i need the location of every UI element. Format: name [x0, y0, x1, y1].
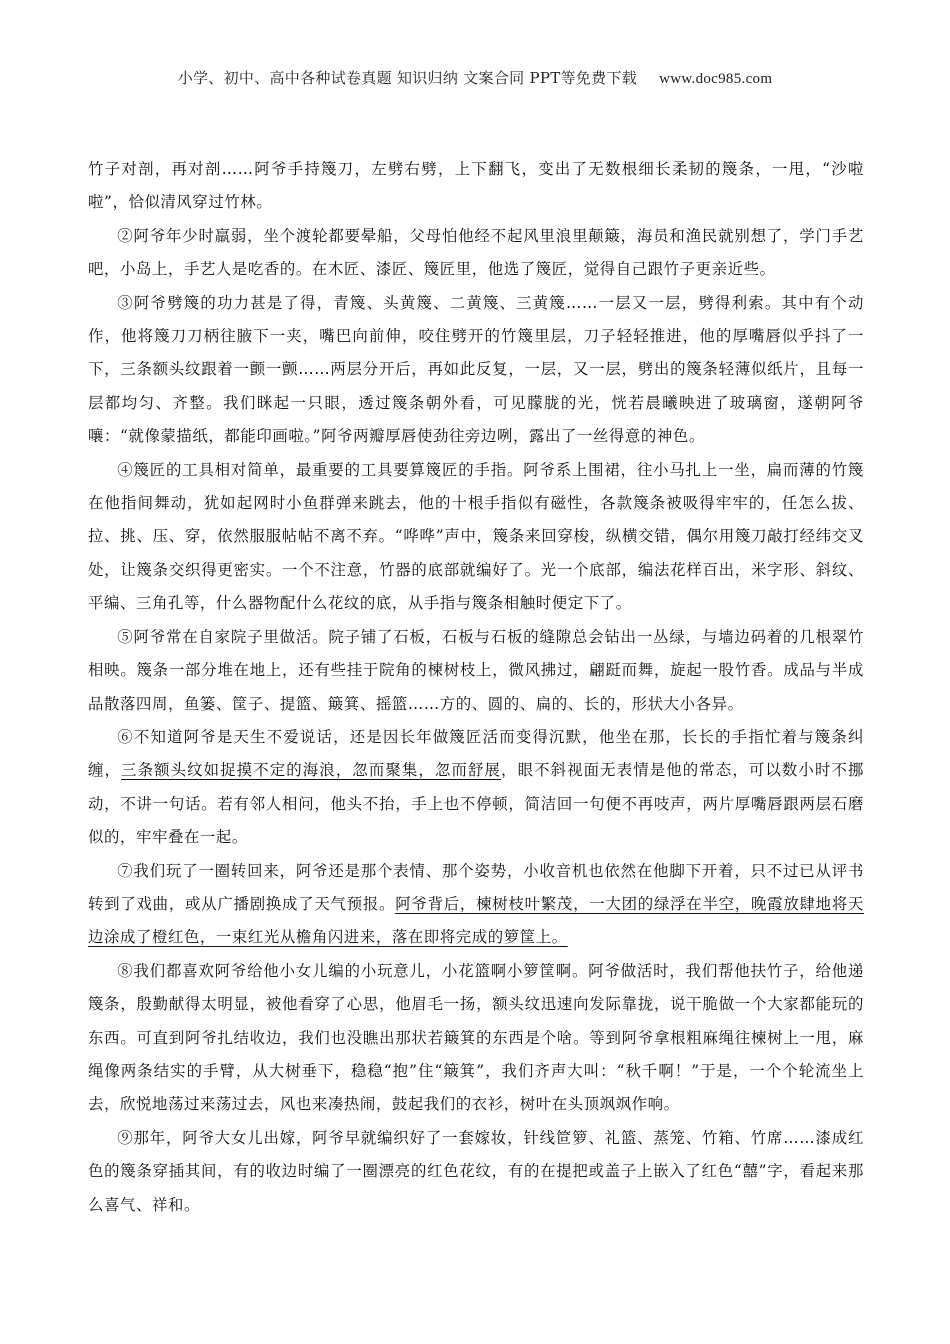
- paragraph-5: ⑤阿爷常在自家院子里做活。院子铺了石板，石板与石板的缝隙总会钻出一丛绿，与墙边码着的几根翠竹相映。篾条一部分堆在地上，还有些挂于院角的楝树枝上，微风拂过，翩跹而舞，旋起一股竹香。成品与半成品散落四周，鱼篓、筐子、提篮、簸箕、摇篮……方的、圆的、扁的、长的，形状大小各异。: [88, 627, 864, 713]
- paragraph-9: ⑨那年，阿爷大女儿出嫁，阿爷早就编织好了一套嫁妆，针线笸箩、礼篮、蒸笼、竹箱、竹席……漆成红色的篾条穿插其间，有的收边时编了一圈漂亮的红色花纹，有的在提把或盖子上嵌入了红色“囍”字，看起来那么喜气、祥和。: [88, 1128, 864, 1214]
- paragraph-4: ④篾匠的工具相对简单，最重要的工具要算篾匠的手指。阿爷系上围裙，往小马扎上一坐，扁而薄的竹篾在他指间舞动，犹如起网时小鱼群弹来跳去，他的十根手指似有磁性，各款篾条被吸得牢牢的，任怎么拔、拉、挑、压、穿，依然服服帖帖不离不弃。“哗哗”声中，篾条来回穿梭，纵横交错，偶尔用篾刀敲打经纬交叉处，让篾条交织得更密实。一个不注意，竹器的底部就编好了。光一个底部，编法花样百出，米字形、斜纹、平编、三角孔等，什么器物配什么花纹的底，从手指与篾条相触时便定下了。: [88, 460, 864, 613]
- paragraph-6-text-b: ，眼不斜视面无表情是他的常态，可以数小时不挪动，不讲一句话。若有邻人相问，他头不抬，手上也不停顿，简洁回一句便不再吱声，两片厚嘴唇跟两层石磨似的，牢牢叠在一起。: [88, 761, 864, 847]
- paragraph-3: ③阿爷劈篾的功力甚是了得，青篾、头黄篾、二黄篾、三黄篾……一层又一层，劈得利索。其中有个动作，他将篾刀刀柄往腋下一夹，嘴巴向前伸，咬住劈开的竹篾里层，刀子轻轻推进，他的厚嘴唇似乎抖了一下，三条额头纹跟着一颤一颤……两层分开后，再如此反复，一层，又一层，劈出的篾条轻薄似纸片，且每一层都均匀、齐整。我们眯起一只眼，透过篾条朝外看，可见朦胧的光，恍若晨曦映进了玻璃窗，遂朝阿爷嚷：“就像蒙描纸，都能印画啦。”阿爷两瓣厚唇使劲往旁边咧，露出了一丝得意的神色。: [88, 293, 864, 446]
- paragraph-2: ②阿爷年少时羸弱，坐个渡轮都要晕船，父母怕他经不起风里浪里颠簸，海员和渔民就别想了，学门手艺吧，小岛上，手艺人是吃香的。在木匠、漆匠、篾匠里，他选了篾匠，觉得自己跟竹子更亲近些。: [88, 226, 864, 279]
- paragraph-6-text-a: ⑥不知道阿爷是天生不爱说话，还是因长年做篾匠活而变得沉默，他坐在那，长长的手指忙着与篾条纠缠，: [88, 727, 864, 780]
- header-url[interactable]: www.doc985.com: [659, 71, 773, 87]
- paragraph-7-text-a: ⑦我们玩了一圈转回来，阿爷还是那个表情、那个姿势，小收音机也依然在他脚下开着，只不过已从评书转到了戏曲，或从广播剧换成了天气预报。: [88, 861, 864, 913]
- paragraph-7: [88, 855, 864, 955]
- article-body: [88, 153, 864, 1222]
- page-header: [0, 67, 950, 88]
- paragraph-6-underlined-sentence: 三条额头纹如捉摸不定的海浪，忽而聚集，忽而舒展: [121, 761, 502, 780]
- paragraph-8: ⑧我们都喜欢阿爷给他小女儿编的小玩意儿，小花篮啊小箩筐啊。阿爷做活时，我们帮他扶竹子，给他递篾条，殷勤献得太明显，被他看穿了心思，他眉毛一扬，额头纹迅速向发际靠拢，说干脆做一个大家都能玩的东西。可直到阿爷扎结收边，我们也没瞧出那状若簸箕的东西是个啥。等到阿爷拿根粗麻绳往楝树上一甩，麻绳像两条结实的手臂，从大树垂下，稳稳“抱”住“簸箕”，我们齐声大叫：“秋千啊！”于是，一个个轮流坐上去，欣悦地荡过来荡过去，风也来凑热闹，鼓起我们的衣衫，树叶在头顶飒飒作响。: [88, 961, 864, 1114]
- paragraph-6: [88, 721, 864, 855]
- header-text: 小学、初中、高中各种试卷真题 知识归纳 文案合同 PPT等免费下载: [177, 69, 638, 87]
- paragraph-continuation: 竹子对剖，再对剖……阿爷手持篾刀，左劈右劈，上下翻飞，变出了无数根细长柔韧的篾条，一甩，“沙啦啦”，恰似清风穿过竹林。: [88, 160, 864, 212]
- paragraph-7-underlined-sentence: 阿爷背后，楝树枝叶繁茂，一大团的绿浮在半空，晚霞放肆地将天边涂成了橙红色，一束红光从檐角闪进来，落在即将完成的箩筐上。: [88, 894, 864, 947]
